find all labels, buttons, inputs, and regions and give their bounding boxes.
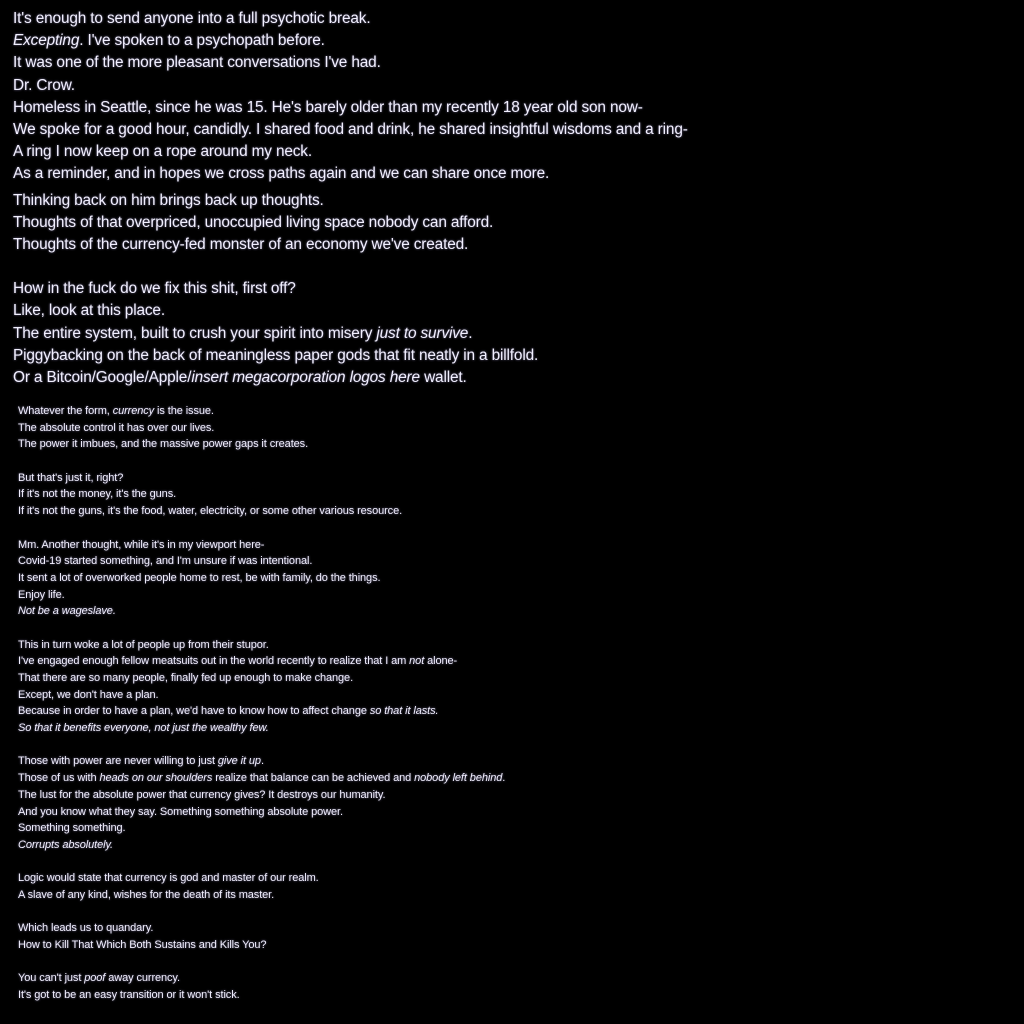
text-line: Something something. bbox=[18, 822, 126, 835]
text-line: The absolute control it has over our lives. bbox=[18, 421, 215, 434]
spacer bbox=[18, 904, 1008, 921]
text-span: Or a Bitcoin/Google/Apple/ bbox=[13, 369, 192, 386]
text-span: alone- bbox=[424, 655, 458, 668]
text-line: Homeless in Seattle, since he was 15. He's barely older than my recently 18 year old son now- bbox=[13, 98, 643, 116]
text-span: . bbox=[260, 755, 264, 768]
text-line: The power it imbues, and the massive power gaps it creates. bbox=[18, 438, 309, 451]
text-line: Dr. Crow. bbox=[13, 76, 75, 94]
text-line bbox=[18, 720, 1008, 737]
italic-text: give it up bbox=[217, 755, 261, 768]
text-span: wallet. bbox=[419, 369, 467, 386]
text-line: But that's just it, right? bbox=[18, 471, 124, 484]
italic-text: Corrupts absolutely. bbox=[18, 838, 114, 851]
italic-text: Excepting bbox=[13, 32, 80, 50]
text-line bbox=[18, 753, 1008, 770]
text-line: If it's not the money, it's the guns. bbox=[18, 488, 177, 501]
italic-text: not bbox=[409, 655, 425, 668]
text-span: is the issue. bbox=[154, 405, 214, 417]
text-span: Because in order to have a plan, we'd have to know how to affect change bbox=[18, 705, 370, 718]
italic-text: so that it lasts. bbox=[369, 705, 439, 718]
italic-text: currency bbox=[112, 405, 155, 417]
spacer bbox=[18, 954, 1008, 971]
spacer bbox=[18, 453, 1008, 470]
italic-text: insert megacorporation logos here bbox=[191, 369, 420, 386]
text-line: Thinking back on him brings back up thoughts. bbox=[13, 191, 324, 209]
spacer bbox=[18, 854, 1008, 871]
spacer bbox=[18, 620, 1008, 637]
text-span: . I've spoken to a psychopath before. bbox=[79, 32, 325, 50]
text-line: Enjoy life. bbox=[18, 588, 65, 601]
text-line: Thoughts of the currency-fed monster of an economy we've created. bbox=[13, 235, 469, 253]
text-span: Those of us with bbox=[18, 772, 100, 785]
text-line: Thoughts of that overpriced, unoccupied living space nobody can afford. bbox=[13, 213, 494, 231]
text-line bbox=[18, 837, 1008, 854]
text-line: A ring I now keep on a rope around my neck. bbox=[13, 143, 312, 161]
text-line: It sent a lot of overworked people home to rest, be with family, do the things. bbox=[18, 571, 381, 584]
large-text-section bbox=[13, 8, 1013, 389]
text-line bbox=[18, 403, 1008, 420]
text-line: Like, look at this place. bbox=[13, 302, 165, 320]
text-line: And you know what they say. Something something absolute power. bbox=[18, 805, 343, 818]
text-line: Logic would state that currency is god and master of our realm. bbox=[18, 872, 319, 885]
text-span: The entire system, built to crush your spirit into misery bbox=[13, 324, 377, 342]
text-line: If it's not the guns, it's the food, water, electricity, or some other various resource. bbox=[18, 505, 403, 518]
text-line: A slave of any kind, wishes for the death of its master. bbox=[18, 888, 275, 901]
text-span: realize that balance can be achieved and bbox=[212, 772, 415, 785]
text-span: . bbox=[502, 772, 506, 785]
text-span: . bbox=[468, 324, 473, 342]
text-line: We spoke for a good hour, candidly. I shared food and drink, he shared insightful wisdoms and a ring- bbox=[13, 120, 688, 138]
text-span: Those with power are never willing to just bbox=[18, 755, 218, 768]
spacer bbox=[13, 256, 1013, 278]
italic-text: Not be a wageslave. bbox=[18, 605, 116, 618]
text-span: I've engaged enough fellow meatsuits out in the world recently to realize that I am bbox=[18, 655, 410, 668]
text-line: That there are so many people, finally fed up enough to make change. bbox=[18, 672, 354, 684]
text-line: Mm. Another thought, while it's in my viewport here- bbox=[18, 538, 265, 551]
italic-text: So that it benefits everyone, not just the wealthy few. bbox=[18, 722, 269, 735]
spacer bbox=[18, 737, 1008, 754]
italic-text: just to survive bbox=[376, 324, 469, 342]
italic-text: poof bbox=[84, 972, 106, 985]
text-line bbox=[18, 603, 1008, 620]
text-line bbox=[18, 770, 1008, 787]
text-line: How to Kill That Which Both Sustains and Kills You? bbox=[18, 939, 267, 951]
italic-text: nobody left behind bbox=[414, 772, 503, 785]
text-span: Whatever the form, bbox=[18, 405, 113, 417]
small-text-section bbox=[18, 403, 1008, 1004]
text-line: It was one of the more pleasant conversations I've had. bbox=[13, 54, 381, 72]
text-line bbox=[18, 703, 1008, 720]
text-line bbox=[13, 30, 1013, 52]
text-line bbox=[18, 653, 1008, 670]
text-line bbox=[13, 323, 1013, 345]
spacer bbox=[18, 520, 1008, 537]
text-span: You can't just bbox=[18, 972, 85, 985]
text-line: As a reminder, and in hopes we cross paths again and we can share once more. bbox=[13, 165, 550, 183]
text-line: How in the fuck do we fix this shit, first off? bbox=[13, 280, 296, 298]
text-line: It's enough to send anyone into a full psychotic break. bbox=[13, 10, 371, 27]
text-span: away currency. bbox=[105, 972, 180, 985]
text-line: Covid-19 started something, and I'm unsure if was intentional. bbox=[18, 555, 313, 568]
text-line bbox=[13, 367, 1013, 389]
text-line: It's got to be an easy transition or it won't stick. bbox=[18, 989, 240, 1002]
text-line: This in turn woke a lot of people up from their stupor. bbox=[18, 638, 269, 651]
text-line: Which leads us to quandary. bbox=[18, 922, 154, 935]
text-line bbox=[18, 970, 1008, 987]
text-line: Piggybacking on the back of meaningless paper gods that fit neatly in a billfold. bbox=[13, 346, 539, 364]
text-line: The lust for the absolute power that currency gives? It destroys our humanity. bbox=[18, 788, 386, 801]
text-line: Except, we don't have a plan. bbox=[18, 688, 159, 701]
italic-text: heads on our shoulders bbox=[99, 772, 213, 785]
